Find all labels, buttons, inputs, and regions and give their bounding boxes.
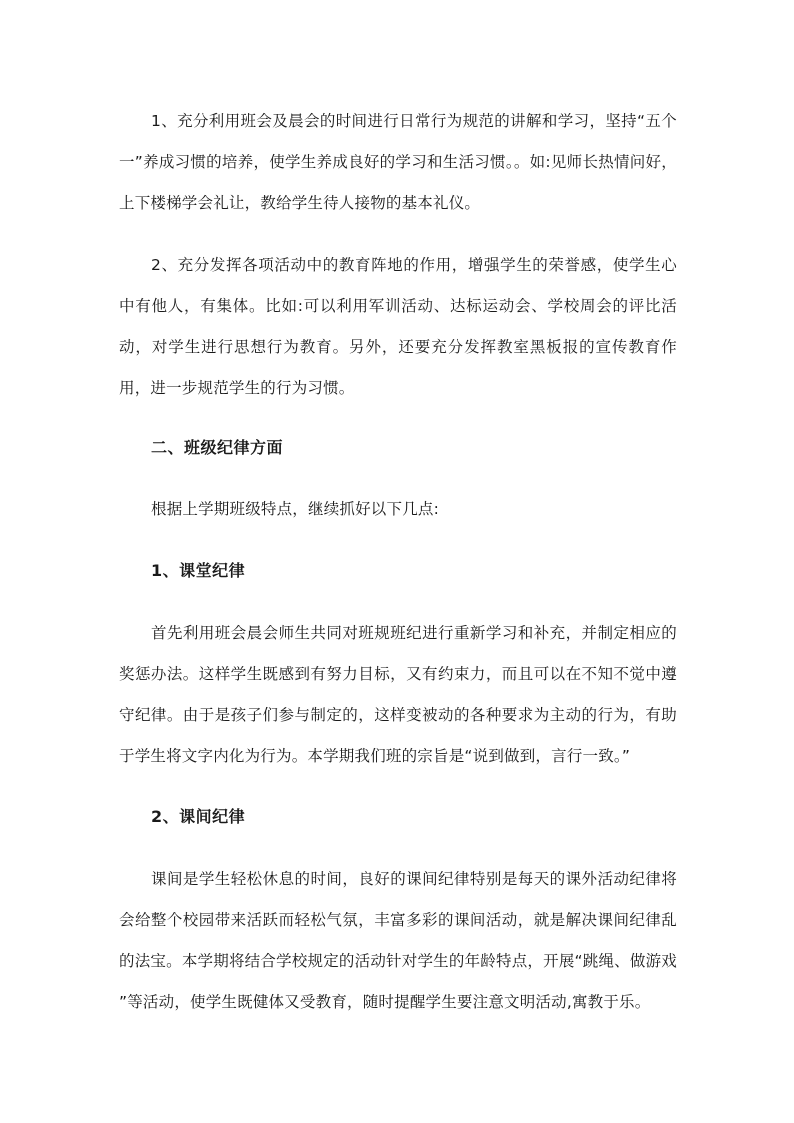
- subheading-break-discipline: 2、课间纪律: [151, 807, 246, 826]
- paragraph-activities-education: 2、充分发挥各项活动中的教育阵地的作用，增强学生的荣誉感，使学生心中有他人，有集体。比如:可以利用军训活动、达标运动会、学校周会的评比活动，对学生进行思想行为教育。另外，还要充分发挥教室黑板报的宣传教育作用，进一步规范学生的行为习惯。: [119, 256, 677, 397]
- paragraph-classroom-discipline: 首先利用班会晨会师生共同对班规班纪进行重新学习和补充，并制定相应的奖惩办法。这样学生既感到有努力目标，又有约束力，而且可以在不知不觉中遵守纪律。由于是孩子们参与制定的，这样变被动的各种要求为主动的行为，有助于学生将文字内化为行为。本学期我们班的宗旨是“说到做到，言行一致。”: [119, 624, 677, 765]
- paragraph-behavior-norms: 1、充分利用班会及晨会的时间进行日常行为规范的讲解和学习，坚持“五个一”养成习惯的培养，使学生养成良好的学习和生活习惯。。如:见师长热情问好，上下楼梯学会礼让，教给学生待人接物的基本礼仪。: [119, 112, 677, 212]
- subheading-classroom-discipline: 1、课堂纪律: [151, 561, 246, 580]
- section-heading-class-discipline: 二、班级纪律方面: [151, 438, 284, 457]
- paragraph-break-discipline: 课间是学生轻松休息的时间，良好的课间纪律特别是每天的课外活动纪律将会给整个校园带来活跃而轻松气氛，丰富多彩的课间活动，就是解决课间纪律乱的法宝。本学期将结合学校规定的活动针对学生的年龄特点，开展“跳绳、做游戏 ”等活动，使学生既健体又受教育，随时提醒学生要注意文明活动,寓教于乐。: [119, 870, 677, 1011]
- intro-line: 根据上学期班级特点，继续抓好以下几点:: [151, 500, 440, 518]
